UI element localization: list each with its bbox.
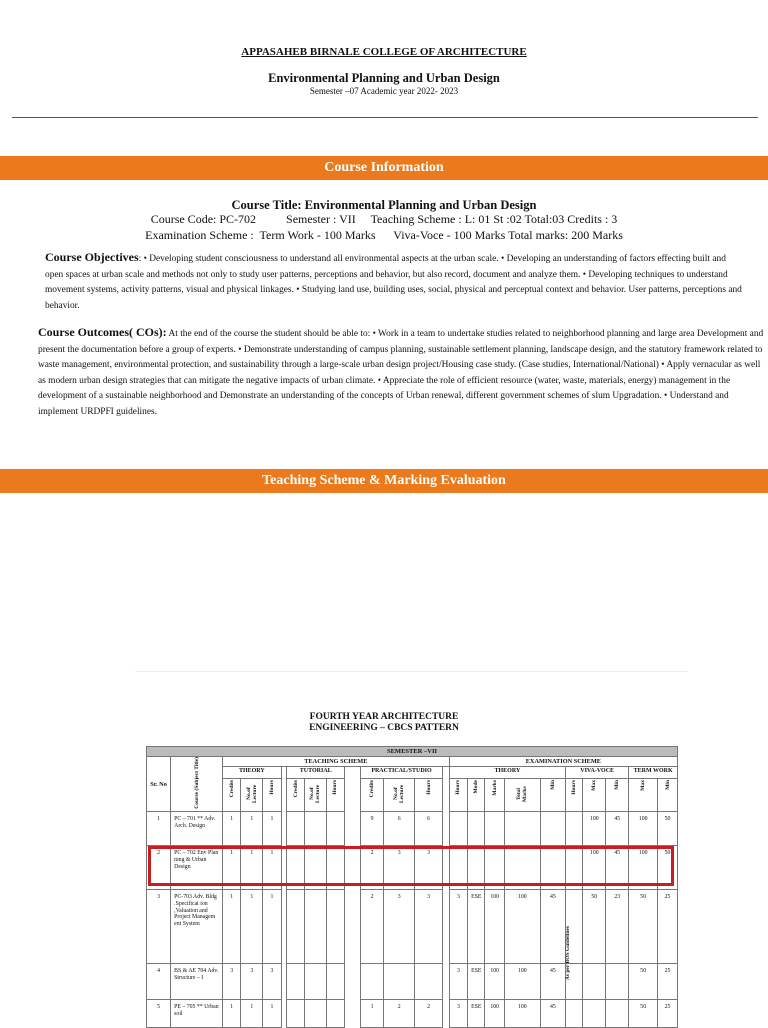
cell-tc: 1 <box>222 812 240 846</box>
bos-guidelines-note: As per BOS Guidelines <box>565 926 571 981</box>
cell-etot: 100 <box>505 890 541 964</box>
cell-tc: 1 <box>222 890 240 964</box>
cell-tuth <box>326 890 344 964</box>
cell-etot: 100 <box>505 1000 541 1028</box>
cell-pl: 3 <box>384 846 415 890</box>
cell-th: 1 <box>263 846 281 890</box>
cell-tl: 3 <box>241 964 263 1000</box>
cell-vmin <box>606 964 629 1000</box>
cell-pc: 9 <box>361 812 384 846</box>
cell-etot <box>505 812 541 846</box>
theory-header: THEORY <box>222 767 281 779</box>
highlight-box <box>148 846 674 886</box>
course-outcomes <box>38 325 766 420</box>
cell-ph: 3 <box>415 846 443 890</box>
cell-vmin <box>606 1000 629 1028</box>
cell-tmin: 25 <box>658 890 678 964</box>
cell-course: BS & AE 704 Adv. Structure – I <box>171 964 223 1000</box>
h-credits: Credits <box>222 779 240 812</box>
course-objectives <box>45 250 745 314</box>
gap-cell <box>345 964 361 1000</box>
cell-vmin: 45 <box>606 846 629 890</box>
table-title <box>0 712 768 734</box>
cell-ph: 6 <box>415 812 443 846</box>
h-hours: Hours <box>263 779 281 812</box>
gap-cell <box>345 812 361 846</box>
gap-cell <box>345 890 361 964</box>
cell-vmax: 100 <box>583 812 606 846</box>
examination-scheme-header: EXAMINATION SCHEME <box>449 757 677 767</box>
cell-eh: 3 <box>449 1000 467 1028</box>
cell-emk: 100 <box>485 890 505 964</box>
cell-pc: 1 <box>361 1000 384 1028</box>
cell-tmin: 50 <box>658 846 678 890</box>
gap-cell <box>442 964 449 1000</box>
cell-em: ESE <box>468 964 485 1000</box>
cell-pc: 2 <box>361 890 384 964</box>
teaching-scheme-header: TEACHING SCHEME <box>222 757 449 767</box>
section-teaching-scheme: Teaching Scheme & Marking Evaluation <box>0 469 768 493</box>
cell-course: PC – 701 ** Adv. Arch. Design <box>171 812 223 846</box>
cell-emin <box>540 812 565 846</box>
cell-vmax: 50 <box>583 890 606 964</box>
objectives-label: Course Objectives <box>45 250 139 264</box>
cell-pc <box>361 964 384 1000</box>
cell-pl <box>384 964 415 1000</box>
cell-th: 1 <box>263 1000 281 1028</box>
gap-col <box>442 767 449 812</box>
practical-header: PRACTICAL/STUDIO <box>361 767 443 779</box>
cell-vmax <box>583 964 606 1000</box>
h-total: Total Marks <box>505 779 541 812</box>
cell-vmin: 45 <box>606 812 629 846</box>
college-name: APPASAHEB BIRNALE COLLEGE OF ARCHITECTURE <box>241 46 527 58</box>
table-row <box>147 812 678 846</box>
cell-tutl <box>304 1000 326 1028</box>
cell-tc: 3 <box>222 964 240 1000</box>
cell-tmax: 50 <box>629 1000 658 1028</box>
exam-theory-header: THEORY <box>449 767 565 779</box>
semester-line: Semester –07 Academic year 2022- 2023 <box>309 86 459 96</box>
h-hours: Hours <box>326 779 344 812</box>
cell-th: 1 <box>263 890 281 964</box>
cell-emk: 100 <box>485 964 505 1000</box>
cell-em: ESE <box>468 890 485 964</box>
tutorial-header: TUTORIAL <box>287 767 345 779</box>
cell-tutl <box>304 890 326 964</box>
cell-pl: 6 <box>384 812 415 846</box>
cell-tuth <box>326 964 344 1000</box>
cell-pl: 2 <box>384 1000 415 1028</box>
cell-eh: 3 <box>449 890 467 964</box>
cell-ph: 3 <box>415 890 443 964</box>
h-mode: Mode <box>468 779 485 812</box>
cell-ph <box>415 964 443 1000</box>
cell-tutc <box>287 964 304 1000</box>
h-lecture: No.of Lecture <box>384 779 415 812</box>
cell-eh <box>449 812 467 846</box>
h-credits: Credits <box>361 779 384 812</box>
cell-eh: 3 <box>449 964 467 1000</box>
cell-emk: 100 <box>485 1000 505 1028</box>
cell-tmax: 100 <box>629 812 658 846</box>
cell-vh <box>566 812 583 846</box>
cell-em: ESE <box>468 1000 485 1028</box>
cell-emin: 45 <box>540 890 565 964</box>
cell-tl: 1 <box>241 1000 263 1028</box>
cell-course: PC-703 Adv. Bldg .Specificat ion ,Valuation and Project Managem ent System <box>171 890 223 964</box>
cell-tl: 1 <box>241 846 263 890</box>
cell-emin: 45 <box>540 964 565 1000</box>
cell-th: 1 <box>263 812 281 846</box>
h-max: Max <box>583 779 606 812</box>
cell-pl: 3 <box>384 890 415 964</box>
cell-tmax: 50 <box>629 964 658 1000</box>
scheme-table <box>146 746 678 1028</box>
gap-cell <box>345 1000 361 1028</box>
h-min: Min <box>606 779 629 812</box>
cell-tmax: 50 <box>629 890 658 964</box>
cell-pc: 2 <box>361 846 384 890</box>
cell-vmax <box>583 1000 606 1028</box>
cell-tutl <box>304 964 326 1000</box>
cell-vh <box>566 1000 583 1028</box>
outcomes-text: At the end of the course the student should be able to: • Work in a team to undertake studies related to neighborhood planning and large area Development and present the documentation before a group of experts. • Demonstrate understanding of campus planning, sustainable settlement planning, landscape design, and the statutory framework related to waste management, environmental protection, and sustainability through a large-scale urban design project/Housing case study. (Case studies, International/National) • Apply vernacular as well as modern urban design strategies that can mitigate the negative impacts of urban climate. • Appreciate the role of efficient resource (water, waste, materials, energy) management in the development of a sustainable neighborhood and Demonstrate an understanding of the concepts of Urban renewal, different government schemes of slum Upgradation. • Understand and implement URDPFI guidelines. <box>38 329 764 417</box>
h-min: Min <box>540 779 565 812</box>
section-course-information: Course Information <box>0 156 768 180</box>
subject-heading: Environmental Planning and Urban Design <box>268 71 500 85</box>
cell-ph: 2 <box>415 1000 443 1028</box>
cell-emin: 45 <box>540 1000 565 1028</box>
outcomes-label: Course Outcomes( COs): <box>38 325 167 339</box>
h-credits: Credits <box>287 779 304 812</box>
cell-tutc <box>287 1000 304 1028</box>
h-min: Min <box>658 779 678 812</box>
objectives-text: : • Developing student consciousness to understand all environmental aspects at the urban scale. • Developing an understanding of factors effecting built and open spaces at urban scale and methods not only to study user patterns, perceptions and behavior, but also record, document and analyze them. • Developing techniques to understand movement systems, activity patterns, visual and physical linkages. • Studying land use, building uses, social, physical and perceptual context and behavior. User patterns, perceptions and behavior. <box>45 254 742 311</box>
cell-sr: 3 <box>147 890 171 964</box>
cell-emk <box>485 812 505 846</box>
cell-tl: 1 <box>241 812 263 846</box>
cell-tuth <box>326 812 344 846</box>
table-title-line2: ENGINEERING – CBCS PATTERN <box>309 723 459 733</box>
semester-header: SEMESTER –VII <box>147 747 678 757</box>
term-work-header: TERM WORK <box>629 767 678 779</box>
gap-cell <box>442 1000 449 1028</box>
cell-course: PE – 705 ** Urban soil <box>171 1000 223 1028</box>
cell-sr: 1 <box>147 812 171 846</box>
faint-divider <box>135 671 688 672</box>
table-row <box>147 964 678 1000</box>
cell-sr: 5 <box>147 1000 171 1028</box>
cell-vmin: 23 <box>606 890 629 964</box>
cell-etot: 100 <box>505 964 541 1000</box>
sr-no-header: Sr. No <box>147 757 171 812</box>
h-hours: Hours <box>449 779 467 812</box>
cell-tmax: 100 <box>629 846 658 890</box>
cell-sr: 4 <box>147 964 171 1000</box>
h-marks: Marks <box>485 779 505 812</box>
h-hours: Hours <box>566 779 583 812</box>
cell-tutc <box>287 890 304 964</box>
exam-scheme-line: Examination Scheme : Term Work - 100 Marks Viva-Voce - 100 Marks Total marks: 200 Marks <box>145 228 623 242</box>
cell-tutl <box>304 812 326 846</box>
h-lecture: No.of Lecture <box>241 779 263 812</box>
cell-tuth <box>326 1000 344 1028</box>
cell-tmin: 50 <box>658 812 678 846</box>
gap-cell <box>442 890 449 964</box>
header-divider <box>12 117 758 118</box>
gap-col <box>345 767 361 812</box>
cell-course: PC – 702 Env Plan ning & Urban Design <box>171 846 223 890</box>
scheme-table-wrapper <box>146 746 678 1028</box>
cell-em <box>468 812 485 846</box>
course-code-line: Course Code: PC-702 Semester : VII Teaching Scheme : L: 01 St :02 Total:03 Credits : 3 <box>150 212 618 226</box>
table-row <box>147 890 678 964</box>
cell-th: 3 <box>263 964 281 1000</box>
cell-vmax: 100 <box>583 846 606 890</box>
cell-tmin: 25 <box>658 964 678 1000</box>
h-hours: Hours <box>415 779 443 812</box>
table-row <box>147 1000 678 1028</box>
cell-tl: 1 <box>241 890 263 964</box>
course-header: Course (Subject Title) <box>171 757 223 812</box>
h-max: Max <box>629 779 658 812</box>
cell-tc: 1 <box>222 846 240 890</box>
course-title: Course Title: Environmental Planning and Urban Design <box>231 198 537 212</box>
cell-tc: 1 <box>222 1000 240 1028</box>
table-body <box>147 812 678 1028</box>
gap-cell <box>442 812 449 846</box>
viva-header: VIVA-VOCE <box>566 767 629 779</box>
cell-tutc <box>287 812 304 846</box>
table-title-line1: FOURTH YEAR ARCHITECTURE <box>309 712 459 722</box>
h-lecture: No.of Lecture <box>304 779 326 812</box>
cell-tmin: 25 <box>658 1000 678 1028</box>
cell-sr: 2 <box>147 846 171 890</box>
